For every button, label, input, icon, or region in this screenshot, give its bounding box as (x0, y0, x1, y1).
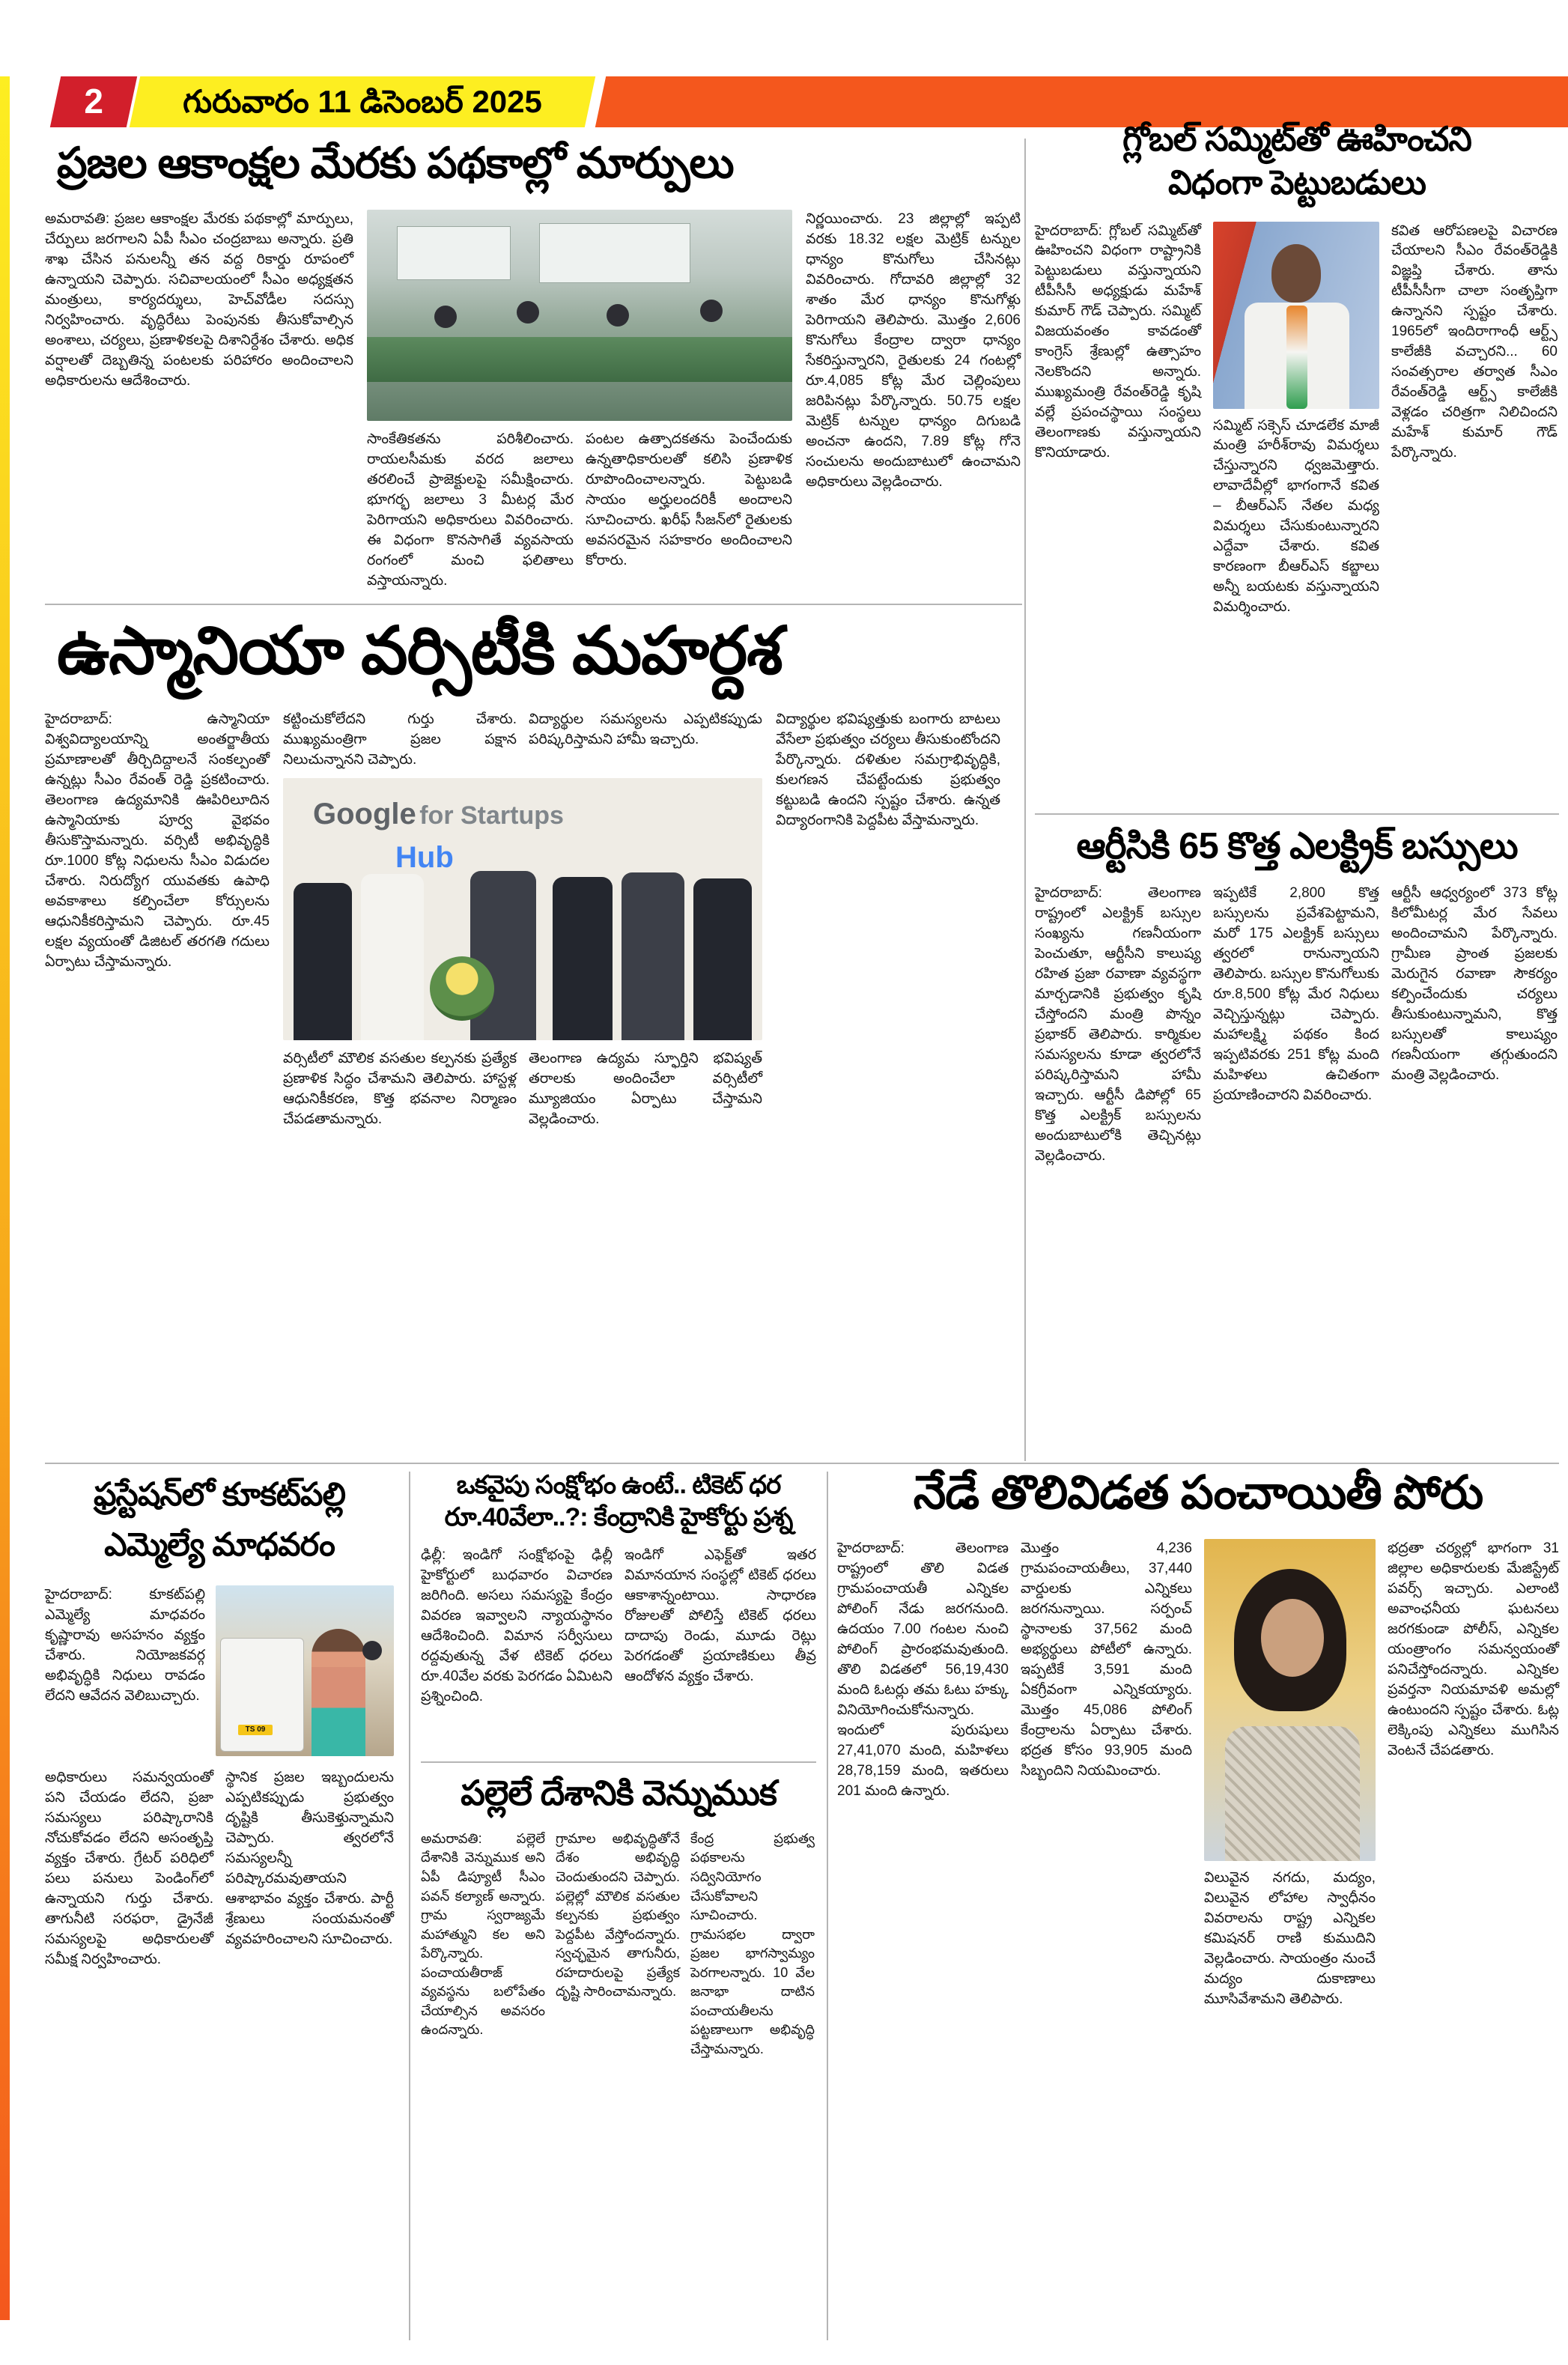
kukatpally-body-2: స్థానిక ప్రజల ఇబ్బందులను ఎప్పటికప్పుడు ప్రభుత్వం దృష్టికి తీసుకెళ్తున్నామని చెప్పారు. త్వరలోనే సమస్యలన్నీ పరిష్కారమవుతాయని ఆశాభావం వ్యక్తం చేశారు. పార్టీ శ్రేణులు సంయమనంతో వ్యవహరించాలని సూచించారు. (225, 1769, 394, 1947)
osmania-mid-bottom-2: తెలంగాణ ఉద్యమ స్ఫూర్తిని భవిష్యత్ తరాలకు అందించేలా వర్సిటీలో మ్యూజియం ఏర్పాటు చేస్తామని వెల్లడించారు. (529, 1050, 762, 1127)
photo-backdrop-text (313, 798, 564, 831)
schemes-column-3: పంటల ఉత్పాదకతను పెంచేందుకు ఉన్నతాధికారులతో కలిసి ప్రణాళిక రూపొందించాలన్నారు. పెట్టుబడి సాయం అర్హులందరికీ అందాలని సూచించారు. ఖరీఫ్ సీజన్‌లో రైతులకు అవసరమైన సహకారం అందించాలని కోరారు. (586, 431, 792, 568)
villages-column-3: కేంద్ర ప్రభుత్వ పథకాలను సద్వినియోగం చేసుకోవాలని సూచించారు. గ్రామసభల ద్వారా ప్రజల భాగస్వామ్యం పెరగాలన్నారు. 10 వేల జనాభా దాటిన పంచాయతీలను పట్టణాలుగా అభివృద్ధి చేస్తామన్నారు. (690, 1830, 815, 2056)
panchayat-headline: నేడే తొలివిడత పంచాయితీ పోరు (913, 1467, 1483, 1519)
kukatpally-headline-line2: ఎమ్మెల్యే మాధవరం (104, 1527, 335, 1564)
rtc-column-1: హైదరాబాద్: తెలంగాణ రాష్ట్రంలో ఎలక్ట్రిక్ బస్సుల సంఖ్యను గణనీయంగా పెంచుతూ, ఆర్టీసీని కాలుష్య రహిత ప్రజా రవాణా వ్యవస్థగా మార్చడానికి ప్రభుత్వం కృషి చేస్తోందని మంత్రి పొన్నం ప్రభాకర్ తెలిపారు. కార్మికుల సమస్యలను కూడా త్వరలోనే పరిష్కరిస్తామని హామీ ఇచ్చారు. ఆర్టీసీ డిపోల్లో 65 కొత్త ఎలక్ట్రిక్ బస్సులను అందుబాటులోకి తెచ్చినట్లు వెల్లడించారు. (1035, 885, 1201, 1164)
page-number-badge (50, 76, 137, 127)
osmania-middle-top (283, 710, 762, 771)
panchayat-column-1: హైదరాబాద్: తెలంగాణ రాష్ట్రంలో తొలి విడత గ్రామపంచాయతీ ఎన్నికల పోలింగ్ నేడు జరగనుంది. ఉదయం 7.00 గంటల నుంచి పోలింగ్ ప్రారంభమవుతుంది. తొలి విడతలో 56,19,430 మంది ఓటర్లు తమ ఓటు హక్కు వినియోగించుకోనున్నారు. ఇందులో పురుషులు 27,41,070 మంది, మహిళలు 28,78,159 మంది, ఇతరులు 201 మంది ఉన్నారు. (837, 1540, 1009, 1799)
indigo-column-1: ఢిల్లీ: ఇండిగో సంక్షోభంపై ఢిల్లీ హైకోర్టులో బుధవారం విచారణ జరిగింది. అసలు సమస్యపై కేంద్రం వివరణ ఇవ్వాలని న్యాయస్థానం ఆదేశించింది. విమాన సర్వీసులు రద్దవుతున్న వేళ టికెట్ ధరలు రూ.40వేల వరకు పెరగడం ఏమిటని ప్రశ్నించింది. (421, 1547, 613, 1704)
panchayat-columns (837, 1539, 1559, 2010)
article-kukatpally (45, 1477, 394, 1970)
summit-column-2: సమ్మిట్ సక్సెస్ చూడలేక మాజీ మంత్రి హరీశ్‌రావు విమర్శలు చేస్తున్నారని ధ్వజమెత్తారు. లావాదేవీల్లో భాగంగానే కవిత – బీఆర్ఎస్ నేతల మధ్య విమర్శలు చేసుకుంటున్నారని ఎద్దేవా చేశారు. కవిత కారణంగా బీఆర్ఎస్ కబ్జాలు అన్నీ బయటకు వస్తున్నాయని విమర్శించారు. (1213, 417, 1379, 616)
photo-person-shape (294, 883, 352, 1040)
article-rtc (1035, 825, 1559, 1167)
schemes-headline: ప్రజల ఆకాంక్షల మేరకు పథకాల్లో మార్పులు (57, 139, 734, 187)
photo-person-shape (517, 301, 539, 324)
kukatpally-lead-row (45, 1585, 394, 1756)
photo-person-shape (1271, 244, 1321, 303)
hub-text: Hub (395, 840, 454, 874)
rtc-column-3: ఆర్టీసీ ఆధ్వర్యంలో 373 కోట్ల కిలోమీటర్ల మేర సేవలు అందించామని పేర్కొన్నారు. గ్రామీణ ప్రాంత ప్రజలకు మెరుగైన రవాణా సౌకర్యం కల్పించేందుకు చర్యలు తీసుకుంటున్నామని, కొత్త బస్సులతో కాలుష్యం గణనీయంగా తగ్గుతుందని మంత్రి వెల్లడించారు. (1391, 885, 1558, 1084)
villages-headline: పల్లెలే దేశానికి వెన్నుముక (461, 1773, 777, 1812)
osmania-mid-top-1: కట్టించుకోలేదని గుర్తు చేశారు. ముఖ్యమంత్రిగా ప్రజల పక్షాన నిలుచున్నానని చెప్పారు. (283, 711, 517, 768)
indigo-headline-line2: రూ.40వేలా..?: కేంద్రానికి హైకోర్టు ప్రశ్న (444, 1503, 793, 1532)
for-startups-text: for Startups (419, 801, 564, 830)
rtc-headline: ఆర్టీసికి 65 కొత్త ఎలక్ట్రిక్ బస్సులు (1076, 826, 1518, 866)
article-osmania (45, 710, 1022, 1459)
divider-under-indigo (421, 1761, 816, 1763)
osmania-mid-top-2: విద్యార్థుల సమస్యలను ఎప్పటికప్పుడు పరిష్కరిస్తామని హామీ ఇచ్చారు. (529, 711, 762, 747)
panchayat-column-3: విలువైన నగదు, మద్యం, విలువైన లోహాల స్వాధీనం వివరాలను రాష్ట్ర ఎన్నికల కమిషనర్ రాణి కుముదిని వెల్లడించారు. సాయంత్రం నుంచే మద్యం దుకాణాలు మూసివేశామని తెలిపారు. (1204, 1870, 1376, 2008)
article-indigo (421, 1471, 816, 1707)
photo-plate: TS 09 (238, 1725, 273, 1735)
villages-columns (421, 1830, 816, 2059)
photo-person-shape (700, 300, 723, 322)
article-schemes (45, 210, 1022, 599)
photo-person-shape (361, 874, 424, 1040)
photo-person-shape (607, 304, 629, 327)
panchayat-column-2: మొత్తం 4,236 గ్రామపంచాయతీలు, 37,440 వార్డులకు ఎన్నికలు జరగనున్నాయి. సర్పంచ్ స్థానాలకు 37,562 మంది అభ్యర్థులు పోటీలో ఉన్నారు. ఇప్పటికే 3,591 మంది ఏకగ్రీవంగా ఎన్నికయ్యారు. మొత్తం 45,086 పోలింగ్ కేంద్రాలను ఏర్పాటు చేశారు. భద్రత కోసం 93,905 మంది సిబ్బందిని నియమించారు. (1021, 1540, 1192, 1779)
schemes-column-2: సాంకేతికతను పరిశీలించారు. రాయలసీమకు వరద జలాలు తరలించే ప్రాజెక్టులపై సమీక్షించారు. భూగర్భ జలాలు 3 మీటర్ల మేర పెరిగాయని అధికారులు వివరించారు. ఈ విధంగా కొనసాగితే వ్యవసాయ రంగంలో మంచి ఫలితాలు వస్తాయన్నారు. (367, 431, 574, 589)
election-commissioner-photo (1204, 1539, 1376, 1861)
schemes-column-1: అమరావతి: ప్రజల ఆకాంక్షల మేరకు పథకాల్లో మార్పులు, చేర్పులు జరగాలని ఏపీ సీఎం చంద్రబాబు అన్నారు. ప్రతి శాఖ చేసిన పనులన్నీ తన వద్ద రికార్డు రూపంలో ఉన్నాయని చెప్పారు. సచివాలయంలో సీఎం అధ్యక్షతన మంత్రులు, కార్యదర్శులు, హెచ్‌వోడీల సదస్సు నిర్వహించారు. వృద్ధిరేటు పెంపునకు తీసుకోవాల్సిన అంశాలు, చర్యలు, ప్రణాళికలపై దిశానిర్దేశం చేశారు. అధిక వర్షాలతో దెబ్బతిన్న పంటలకు పరిహారం అందించాలని అధికారులను ఆదేశించారు. (45, 211, 353, 389)
divider-bottom-left (409, 1472, 410, 2340)
speaker-photo (1213, 222, 1379, 409)
summit-column-1: హైదరాబాద్: గ్లోబల్ సమ్మిట్‌తో ఊహించని విధంగా రాష్ట్రానికి పెట్టుబడులు వస్తున్నాయని టీపీసీసీ అధ్యక్షుడు మహేశ్ కుమార్ గౌడ్ చెప్పారు. సమ్మిట్ విజయవంతం కావడంతో కాంగ్రెస్ శ్రేణుల్లో ఉత్సాహం నెలకొందని అన్నారు. ముఖ్యమంత్రి రేవంత్‌రెడ్డి కృషి వల్లే ప్రపంచస్థాయి సంస్థలు తెలంగాణకు వస్తున్నాయని కొనియాడారు. (1035, 222, 1201, 461)
google-logo-text: Google (313, 797, 416, 831)
kukatpally-headline-line1: ఫ్రస్టేషన్‌లో కూకట్‌పల్లి (93, 1477, 345, 1513)
osmania-middle-bottom (283, 1049, 762, 1130)
mla-visit-photo (216, 1585, 394, 1756)
article-villages (421, 1773, 816, 2059)
summit-headline-line1: గ్లోబల్ సమ్మిట్‌తో ఊహించని (1122, 120, 1471, 158)
summit-middle (1213, 222, 1379, 619)
left-edge-strip (0, 76, 10, 2320)
divider-under-schemes (45, 604, 1022, 605)
summit-headline-line2: విధంగా పెట్టుబడులు (1168, 163, 1426, 201)
google-startups-photo (283, 778, 762, 1040)
villages-column-2: గ్రామాల అభివృద్ధితోనే దేశం అభివృద్ధి చెందుతుందని చెప్పారు. పల్లెల్లో మౌలిక వసతుల కల్పనకు ప్రభుత్వం పెద్దపీట వేస్తోందన్నారు. స్వచ్ఛమైన తాగునీరు, రహదారులపై ప్రత్యేక దృష్టి సారించామన్నారు. (556, 1830, 680, 2000)
article-panchayat (837, 1466, 1559, 2010)
page-number: 2 (84, 82, 104, 121)
schemes-middle (367, 210, 792, 599)
photo-person-shape (1225, 1726, 1360, 1861)
indigo-headline-line1: ఒకవైపు సంక్షోభం ఉంటే.. టికెట్ ధర (456, 1471, 781, 1499)
panchayat-column-4: భద్రతా చర్యల్లో భాగంగా 31 జిల్లాల అధికారులకు మేజిస్ట్రేట్ పవర్స్ ఇచ్చారు. ఎలాంటి అవాంఛనీయ ఘటనలు జరగకుండా పోలీస్, ఎన్నికల యంత్రాంగం సమన్వయంతో పనిచేస్తోందన్నారు. ఎన్నికల ప్రవర్తనా నియమావళి అమల్లో ఉంటుందని స్పష్టం చేశారు. ఓట్ల లెక్కింపు ఎన్నికలు ముగిసిన వెంటనే చేపడతారు. (1388, 1540, 1559, 1758)
divider-vertical-main (1024, 139, 1026, 1461)
rtc-columns (1035, 884, 1559, 1167)
date-text: గురువారం 11 డిసెంబర్ 2025 (183, 84, 542, 119)
osmania-mid-bottom-1: వర్సిటీలో మౌలిక వసతుల కల్పనకు ప్రత్యేక ప్రణాళిక సిద్ధం చేశామని తెలిపారు. హాస్టళ్ల ఆధునికీకరణ, కొత్త భవనాల నిర్మాణం చేపడతామన్నారు. (283, 1050, 517, 1127)
photo-table-shape (367, 337, 792, 382)
photo-person-shape (312, 1629, 365, 1756)
photo-bouquet-shape (430, 956, 494, 1021)
villages-column-1: అమరావతి: పల్లెలే దేశానికి వెన్నుముక అని ఏపీ డిప్యూటీ సీఎం పవన్ కల్యాణ్ అన్నారు. గ్రామ స్వరాజ్యమే మహాత్ముని కల అని పేర్కొన్నారు. పంచాయతీరాజ్ వ్యవస్థను బలోపేతం చేయాల్సిన అవసరం ఉందన్నారు. (421, 1830, 545, 2038)
rtc-column-2: ఇప్పటికే 2,800 కొత్త బస్సులను ప్రవేశపెట్టామని, మరో 175 ఎలక్ట్రిక్ బస్సులు త్వరలో రానున్నాయని తెలిపారు. బస్సుల కొనుగోలుకు రూ.8,500 కోట్ల మేర నిధులు వెచ్చిస్తున్నట్లు చెప్పారు. మహాలక్ష్మి పథకం కింద ఇప్పటివరకు 251 కోట్ల మంది మహిళలు ఉచితంగా ప్రయాణించారని వివరించారు. (1213, 885, 1379, 1104)
kukatpally-body-row (45, 1768, 394, 1970)
photo-person-shape (434, 306, 457, 328)
osmania-headline: ఉస్మానియా వర్సిటీకి మహర్దశ (57, 613, 783, 687)
divider-bottom-band (45, 1463, 1559, 1464)
panchayat-middle (1204, 1539, 1376, 2010)
osmania-column-4: విద్యార్థుల భవిష్యత్తుకు బంగారు బాటలు వేసేలా ప్రభుత్వం చర్యలు తీసుకుంటోందని పేర్కొన్నారు. దళితుల సమగ్రాభివృద్ధికి, కులగణన చేపట్టేందుకు ప్రభుత్వం కట్టుబడి ఉందని స్పష్టం చేశారు. ఉన్నత విద్యారంగానికి పెద్దపీట వేస్తామన్నారు. (776, 711, 1000, 828)
kukatpally-lead: హైదరాబాద్: కూకట్‌పల్లి ఎమ్మెల్యే మాధవరం కృష్ణారావు అసహనం వ్యక్తం చేశారు. నియోజకవర్గ అభివృద్ధికి నిధులు రావడం లేదని ఆవేదన వెలిబుచ్చారు. (45, 1586, 205, 1704)
article-summit (1035, 120, 1559, 618)
summit-columns (1035, 222, 1559, 619)
divider-under-summit (1035, 813, 1559, 815)
divider-bottom-right (827, 1472, 828, 2340)
osmania-column-1: హైదరాబాద్: ఉస్మానియా విశ్వవిద్యాలయాన్ని అంతర్జాతీయ ప్రమాణాలతో తీర్చిదిద్దాలనే సంకల్పంతో ఉన్నట్లు సీఎం రేవంత్ రెడ్డి ప్రకటించారు. తెలంగాణ ఉద్యమానికి ఊపిరిలూదిన ఉస్మానియాకు పూర్వ వైభవం తీసుకొస్తామన్నారు. వర్సిటీ అభివృద్ధికి రూ.1000 కోట్ల నిధులను సీఎం విడుదల చేశారు. నిరుద్యోగ యువతకు ఉపాధి అవకాశాలు కల్పించేలా కోర్సులను ఆధునికీకరిస్తామని చెప్పారు. రూ.45 లక్షల వ్యయంతో డిజిటల్ తరగతి గదులు ఏర్పాటు చేస్తామన్నారు. (45, 711, 270, 970)
date-banner (130, 76, 595, 127)
review-meeting-photo (367, 210, 792, 421)
indigo-columns (421, 1546, 816, 1707)
photo-person-shape (622, 872, 684, 1040)
photo-screen-shape (539, 223, 690, 283)
photo-person-shape (553, 877, 613, 1040)
osmania-middle (283, 710, 762, 1459)
schemes-column-4: నిర్ణయించారు. 23 జిల్లాల్లో ఇప్పటి వరకు 18.32 లక్షల మెట్రిక్ టన్నుల ధాన్యం కొనుగోలు చేసినట్లు వివరించారు. గోదావరి జిల్లాల్లో 32 శాతం మేర ధాన్యం కొనుగోళ్లు పెరిగాయని తెలిపారు. మొత్తం 2,606 కొనుగోలు కేంద్రాల ద్వారా ధాన్యం సేకరిస్తున్నారని, రైతులకు 24 గంటల్లో రూ.4,085 కోట్ల మేర చెల్లింపులు జరిపినట్లు పేర్కొన్నారు. 50.75 లక్షల మెట్రిక్ టన్నుల ధాన్యం దిగుబడి అంచనా ఉందని, 7.89 కోట్ల గోనె సంచులను అందుబాటులో ఉంచామని అధికారులు వెల్లడించారు. (806, 211, 1021, 490)
photo-scarf-shape (1286, 306, 1307, 409)
photo-person-shape (362, 1641, 382, 1660)
kukatpally-body-1: అధికారులు సమన్వయంతో పని చేయడం లేదని, ప్రజా సమస్యలు పరిష్కారానికి నోచుకోవడం లేదని అసంతృప్తి వ్యక్తం చేశారు. గ్రేటర్ పరిధిలో పలు పనులు పెండింగ్‌లో ఉన్నాయని గుర్తు చేశారు. తాగునీటి సరఫరా, డ్రైనేజీ సమస్యలపై అధికారులతో సమీక్ష నిర్వహించారు. (45, 1769, 213, 1967)
photo-person-shape (693, 878, 752, 1040)
photo-screen-shape (397, 226, 511, 280)
photo-person-shape (1261, 1599, 1324, 1677)
indigo-column-2: ఇండిగో ఎఫెక్ట్‌తో ఇతర విమానయాన సంస్థల్లో టికెట్ ధరలు ఆకాశాన్నంటాయి. సాధారణ రోజులతో పోలిస్తే టికెట్ ధరలు దాదాపు రెండు, మూడు రెట్లు పెరగడంతో ప్రయాణికులు తీవ్ర ఆందోళన వ్యక్తం చేశారు. (625, 1547, 816, 1684)
summit-column-3: కవిత ఆరోపణలపై విచారణ చేయాలని సీఎం రేవంత్‌రెడ్డికి విజ్ఞప్తి చేశారు. తాను టీపీసీసీగా చాలా సంతృప్తిగా ఉన్నానని స్పష్టం చేశారు. 1965లో ఇందిరాగాంధీ ఆర్ట్స్ కాలేజీకి వచ్చారని... 60 సంవత్సరాల తర్వాత సీఎం రేవంత్‌రెడ్డి ఆర్ట్స్ కాలేజీకి వెళ్లడం చరిత్రగా నిలిచిందని మహేశ్ కుమార్ గౌడ్ పేర్కొన్నారు. (1391, 222, 1558, 461)
schemes-middle-columns (367, 430, 792, 592)
